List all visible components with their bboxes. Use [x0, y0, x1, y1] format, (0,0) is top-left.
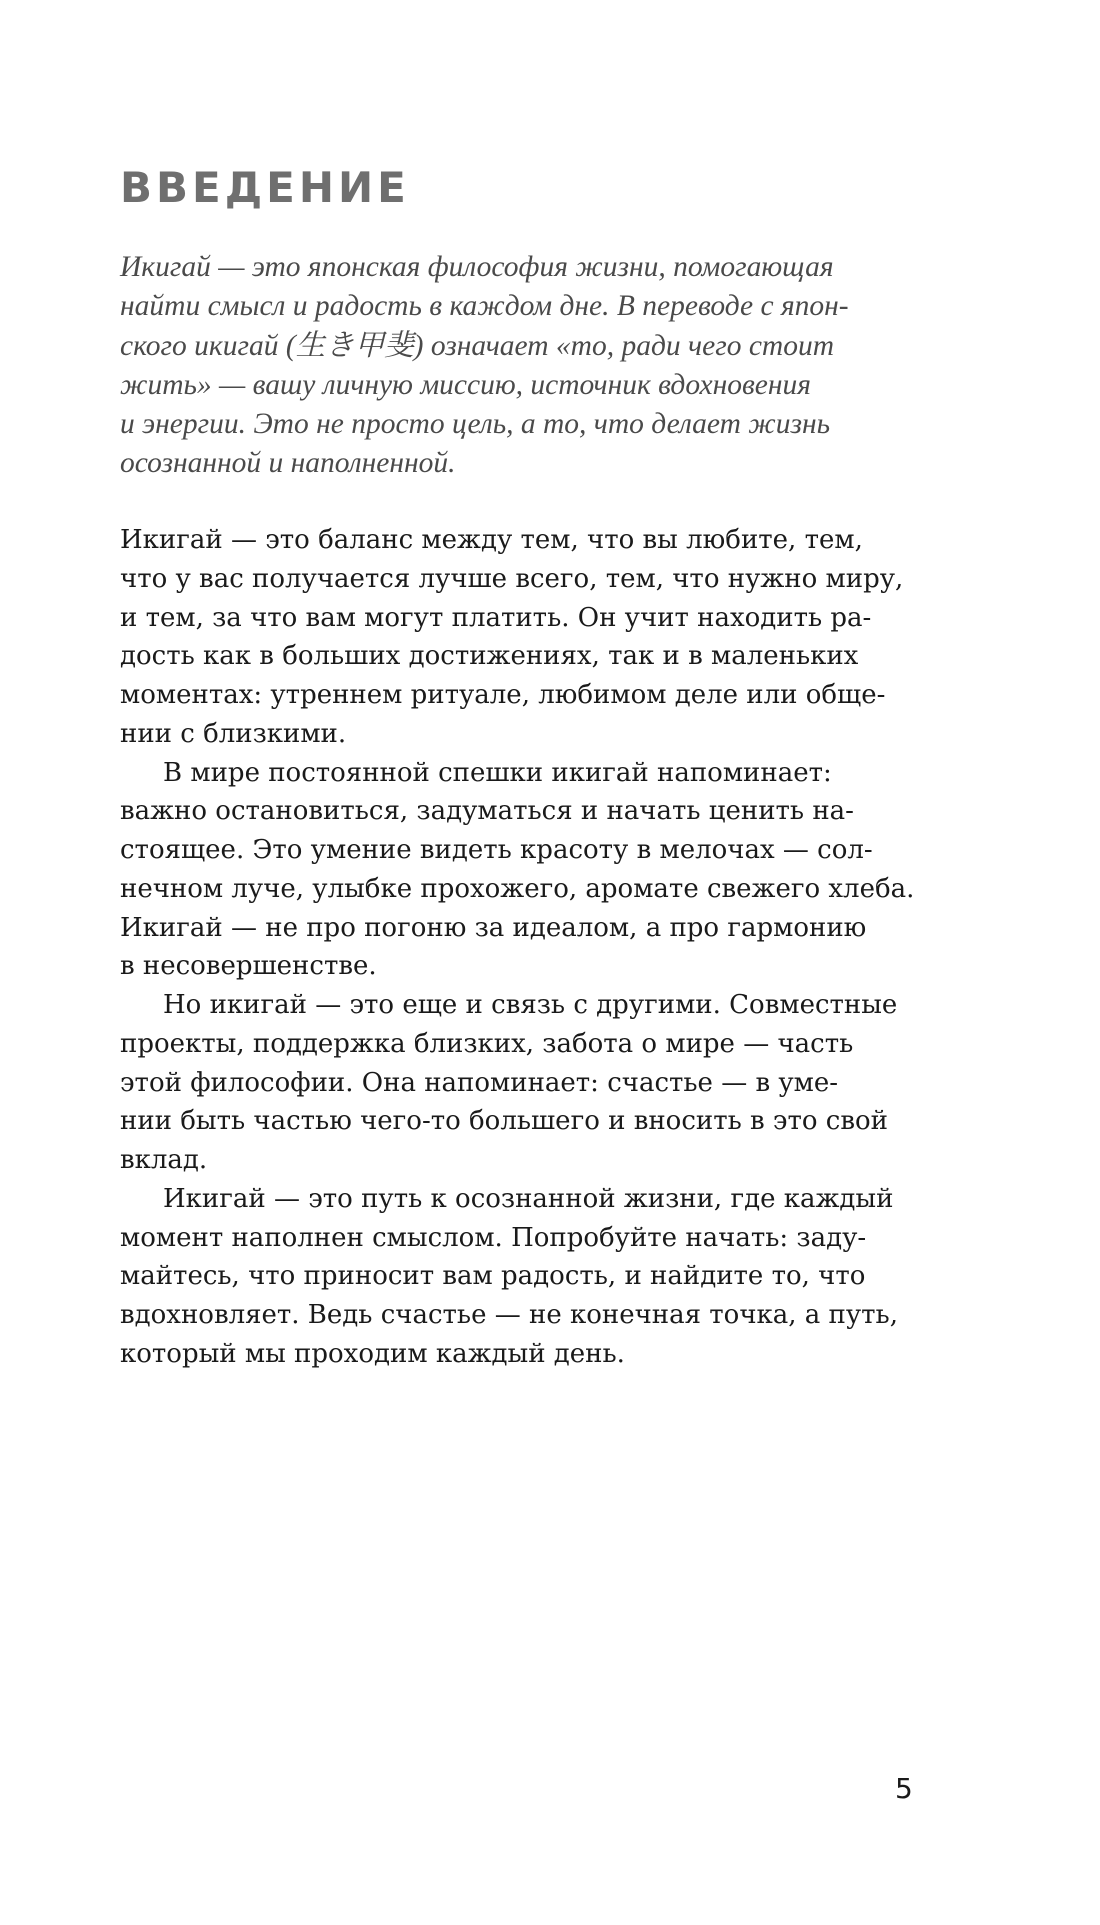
intro-line: осознанной и наполненной. — [120, 447, 456, 480]
body-line: проекты, поддержка близких, забота о мире — часть — [120, 1028, 854, 1059]
body-line: дость как в больших достижениях, так и в маленьких — [120, 641, 859, 672]
chapter-heading: ВВЕДЕНИЕ — [120, 163, 410, 212]
body-line: этой философии. Она напоминает: счастье — в уме- — [120, 1067, 839, 1098]
body-line: нечном луче, улыбке прохожего, аромате свежего хлеба. — [120, 873, 915, 904]
intro-line: найти смысл и радость в каждом дне. В переводе с япон- — [120, 290, 849, 323]
body-line: нии быть частью чего-то большего и вносить в это свой — [120, 1106, 888, 1137]
body-line: и тем, за что вам могут платить. Он учит находить ра- — [120, 602, 872, 633]
body-line: моментах: утреннем ритуале, любимом деле или обще- — [120, 680, 886, 710]
intro-line: и энергии. Это не просто цель, а то, что делает жизнь — [120, 408, 831, 441]
intro-paragraph — [120, 248, 900, 484]
body-line: в несовершенстве. — [120, 951, 377, 982]
intro-line: ского икигай (生き甲斐) означает «то, ради чего стоит — [120, 329, 835, 362]
body-line: момент наполнен смыслом. Попробуйте начать: заду- — [120, 1222, 867, 1253]
body-line: нии с близкими. — [120, 718, 347, 749]
intro-line: жить» — вашу личную миссию, источник вдохновения — [120, 368, 811, 401]
body-line: который мы проходим каждый день. — [120, 1338, 625, 1369]
body-line: В мире постоянной спешки икигай напоминает: — [163, 757, 832, 788]
body-line: важно остановиться, задуматься и начать ценить на- — [120, 796, 854, 827]
body-line: майтесь, что приносит вам радость, и найдите то, что — [120, 1261, 866, 1292]
body-line: Икигай — это баланс между тем, что вы любите, тем, — [120, 525, 863, 555]
body-line: стоящее. Это умение видеть красоту в мелочах — сол- — [120, 835, 873, 865]
body-text — [120, 521, 920, 1374]
body-line: вдохновляет. Ведь счастье — не конечная точка, а путь, — [120, 1300, 898, 1330]
body-line: Икигай — не про погоню за идеалом, а про гармонию — [120, 912, 867, 943]
body-line: Но икигай — это еще и связь с другими. Совместные — [163, 990, 898, 1020]
body-line: вклад. — [120, 1145, 208, 1175]
body-line: Икигай — это путь к осознанной жизни, где каждый — [163, 1183, 894, 1214]
body-line: что у вас получается лучше всего, тем, что нужно миру, — [120, 563, 904, 594]
intro-line: Икигай — это японская философия жизни, помогающая — [120, 251, 834, 283]
page-number: 5 — [895, 1772, 913, 1805]
